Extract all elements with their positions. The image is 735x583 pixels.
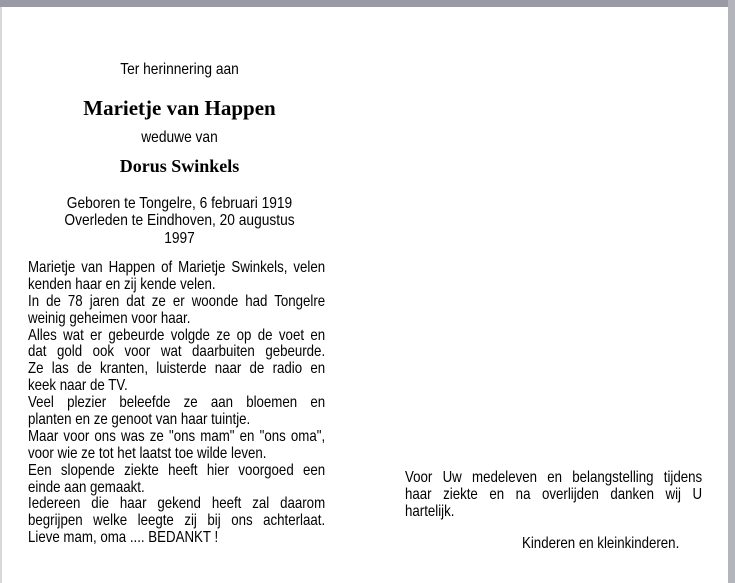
memorial-text-line: einde aan gemaakt. xyxy=(28,478,145,496)
husband-name: Dorus Swinkels xyxy=(119,156,240,176)
memorial-text-line: Ze las de kranten, luisterde naar de radio en xyxy=(28,360,326,378)
memorial-text-line: planten en ze genoot van haar tuintje. xyxy=(28,411,251,429)
memorial-text-line: dat gold ook voor wat daarbuiten gebeurde. xyxy=(28,343,326,361)
thanks-text-line: Voor Uw medeleven en belangstelling tijdens xyxy=(405,469,703,486)
window-right-scrollbar[interactable] xyxy=(728,0,735,583)
memorial-text-line: Veel plezier beleefde ze aan bloemen en xyxy=(28,394,326,412)
memorial-text-line: Alles wat er gebeurde volgde ze op de voet en xyxy=(28,326,326,344)
widow-of-label: weduwe van xyxy=(141,129,218,146)
death-line: Overleden te Eindhoven, 20 augustus 1997 xyxy=(64,212,295,247)
memorial-text-line: kenden haar en zij kende velen. xyxy=(28,275,216,293)
memorial-card xyxy=(2,7,728,583)
memorial-text-line: begrijpen welke leegte zij bij ons achterlaat. xyxy=(28,512,326,530)
memorial-text xyxy=(28,260,325,547)
deceased-name: Marietje van Happen xyxy=(83,96,276,120)
birth-line: Geboren te Tongelre, 6 februari 1919 xyxy=(66,195,293,212)
memorial-text-line: Lieve mam, oma .... BEDANKT ! xyxy=(28,529,219,547)
memorial-text-line: In de 78 jaren dat ze er woonde had Tongelre xyxy=(28,292,326,310)
window-top-bar xyxy=(0,0,735,7)
memorial-text-line: voor wie ze tot het laatst toe wilde leven. xyxy=(28,444,267,462)
memorial-text-line: Een slopende ziekte heeft hier voorgoed een xyxy=(28,461,326,479)
memorial-text-line: Maar voor ons was ze "ons mam" en "ons oma", xyxy=(28,427,326,445)
memorial-text-line: Marietje van Happen of Marietje Swinkels, velen xyxy=(28,259,326,276)
remembrance-intro: Ter herinnering aan xyxy=(120,61,239,78)
thanks-text-line: haar ziekte en na overlijden danken wij U xyxy=(405,486,703,503)
memorial-text-line: keek naar de TV. xyxy=(28,377,128,395)
memorial-text-line: Iedereen die haar gekend heeft zal daarom xyxy=(28,495,326,513)
thanks-text xyxy=(405,469,702,520)
memorial-text-line: weinig geheimen voor haar. xyxy=(28,309,191,327)
thanks-text-line: hartelijk. xyxy=(405,503,455,520)
family-signoff: Kinderen en kleinkinderen. xyxy=(522,535,680,552)
